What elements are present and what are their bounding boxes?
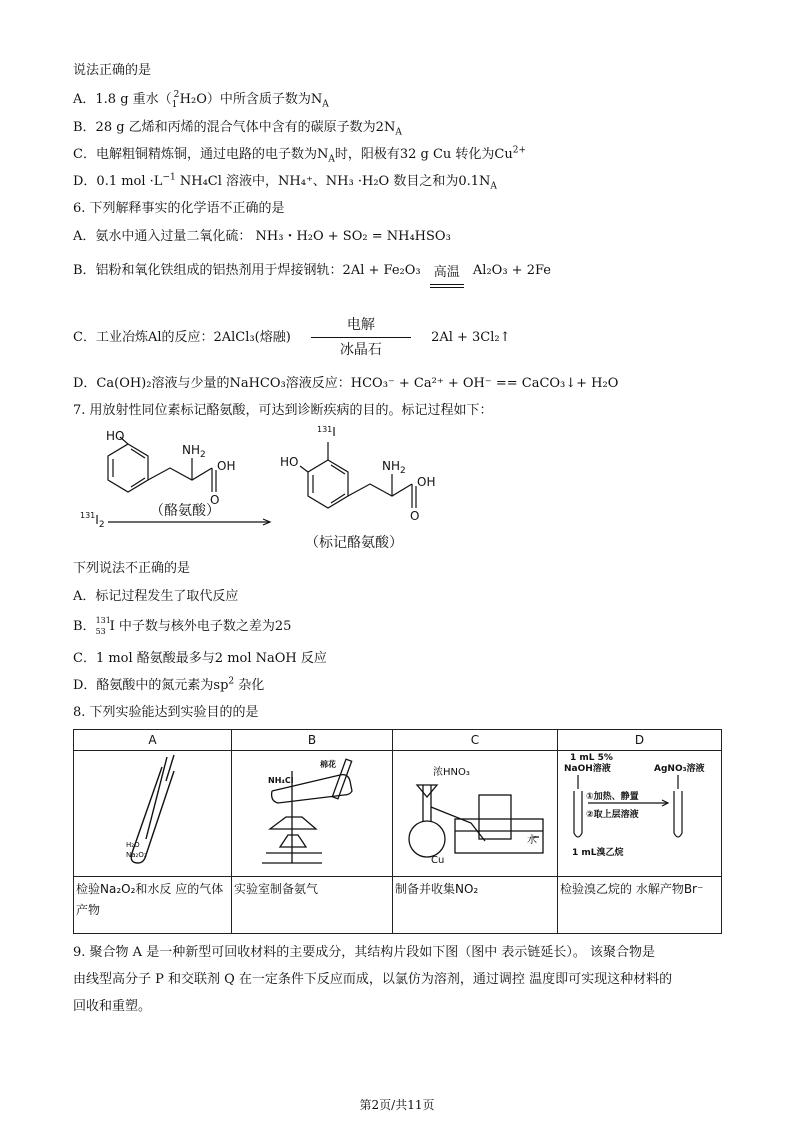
water-label: H₂O <box>126 841 140 849</box>
oh-label: OH <box>217 459 236 473</box>
oh-label-product: OH <box>417 475 436 489</box>
question-7: 7. 用放射性同位素标记酪氨酸，可达到诊断疾病的目的。标记过程如下： <box>73 403 493 418</box>
q6-option-d: D．Ca(OH)₂溶液与少量的NaHCO₃溶液反应：HCO₃⁻ + Ca²⁺ + OH⁻ == CaCO₃↓+ H₂O <box>73 376 619 391</box>
cu-label: Cu <box>431 855 445 866</box>
na2o2-label: Na₂O₂ <box>126 851 147 859</box>
reactant-name: （酪氨酸） <box>150 503 220 519</box>
question-8: 8. 下列实验能达到实验目的的是 <box>73 705 259 720</box>
no2-collection-apparatus <box>393 751 557 873</box>
o-label-product: O <box>410 509 420 523</box>
naoh-label: NaOH溶液 <box>564 764 611 774</box>
bromoethane-label: 1 mL溴乙烷 <box>572 848 624 858</box>
header-a: A <box>74 730 232 751</box>
q5-option-c: C．电解粗铜精炼铜，通过电路的电子数为$N_A$时，阳极有32 g Cu 转化为$Cu^{2+}$ <box>73 145 527 165</box>
nh4cl-label: NH₄Cl <box>268 776 294 785</box>
caption-a: 检验Na₂O₂和水反 应的气体产物 <box>74 877 232 934</box>
benzene-ring-product <box>308 460 348 508</box>
q6-option-c: C．工业冶炼Al的反应：2AlCl₃(熔融) $\frac{\text{电解}}{\text{冰晶石}}$ 2Al + 3Cl₂↑ <box>73 317 511 358</box>
conc-hno3-label: 浓HNO₃ <box>433 767 470 778</box>
water-label-c: 水 <box>527 835 537 846</box>
test-tube-apparatus <box>74 751 231 873</box>
nh2-label: $NH_2$ <box>182 443 206 460</box>
text-line: 说法正确的是 <box>73 63 152 78</box>
q5-option-b: B．28 g 乙烯和丙烯的混合气体中含有的碳原子数为$2N_A$ <box>73 120 402 138</box>
agno3-label: AgNO₃溶液 <box>654 764 705 774</box>
q7-option-b: B． 131 53 I 中子数与核外电子数之差为25 <box>73 615 292 636</box>
ho-label: HO <box>106 429 125 443</box>
q6-option-a: A．氨水中通入过量二氧化硫： NH₃・H₂O + SO₂ = NH₄HSO₃ <box>73 229 451 244</box>
product-name: （标记酪氨酸） <box>305 535 403 551</box>
i2-reagent: $^{131}I_2$ <box>80 511 105 530</box>
header-c: C <box>393 730 558 751</box>
nh2-label-product: $NH_2$ <box>382 459 406 476</box>
ammonia-prep-apparatus <box>232 751 392 873</box>
step2-label: ②取上层溶液 <box>586 810 639 820</box>
q7-option-c: C．1 mol 酪氨酸最多与2 mol NaOH 反应 <box>73 651 327 666</box>
caption-d: 检验溴乙烷的 水解产物Br⁻ <box>558 877 722 934</box>
header-d: D <box>558 730 722 751</box>
q7-option-a: A．标记过程发生了取代反应 <box>73 589 239 604</box>
q6-option-b: B．铝粉和氧化铁组成的铝热剂用于焊接钢轨：2Al + Fe₂O₃ 高温 Al₂O₃ + 2Fe <box>73 262 551 288</box>
q7-option-d: D．酪氨酸中的氮元素为$sp^2$ 杂化 <box>73 676 265 693</box>
question-9-line3: 回收和重塑。 <box>73 999 152 1014</box>
question-9-line1: 9. 聚合物 A 是一种新型可回收材料的主要成分，其结构片段如下图（图中 表示链延长）。 该聚合物是 <box>73 945 655 960</box>
cotton-label: 棉花 <box>320 760 336 769</box>
question-6: 6. 下列解释事实的化学语不正确的是 <box>73 201 285 216</box>
header-b: B <box>232 730 393 751</box>
benzene-ring-reactant <box>108 444 148 492</box>
page-footer: 第2页/共11页 <box>359 1098 435 1112</box>
question-9-line2: 由线型高分子 P 和交联剂 Q 在一定条件下反应而成，以氯仿为溶剂，通过调控 温度即可实现这种材料的 <box>73 972 673 987</box>
apparatus-a <box>74 751 232 877</box>
experiment-table <box>73 729 722 934</box>
caption-b: 实验室制备氨气 <box>232 877 393 934</box>
apparatus-d <box>558 751 722 877</box>
apparatus-b <box>232 751 393 877</box>
step1-label: ①加热、静置 <box>586 792 639 802</box>
q5-option-a: A．1.8 g 重水（ 2 1 H₂O）中所含质子数为$N_A$ <box>73 89 329 110</box>
hydrolysis-test-apparatus <box>558 751 721 873</box>
q5-option-d: D．0.1 mol $\cdot L^{-1}$ NH₄Cl 溶液中，NH₄⁺、NH₃ ·H₂O 数目之和为$0.1N_A$ <box>73 172 497 192</box>
iodine-label: 131I <box>317 425 336 439</box>
tyrosine-labeling-scheme <box>70 422 490 557</box>
naoh-vol-label: 1 mL 5% <box>570 753 613 763</box>
ho-label-product: HO <box>280 455 299 469</box>
q7-stem: 下列说法不正确的是 <box>73 561 191 576</box>
caption-c: 制备并收集NO₂ <box>393 877 558 934</box>
apparatus-c <box>393 751 558 877</box>
o-label: O <box>210 493 220 507</box>
